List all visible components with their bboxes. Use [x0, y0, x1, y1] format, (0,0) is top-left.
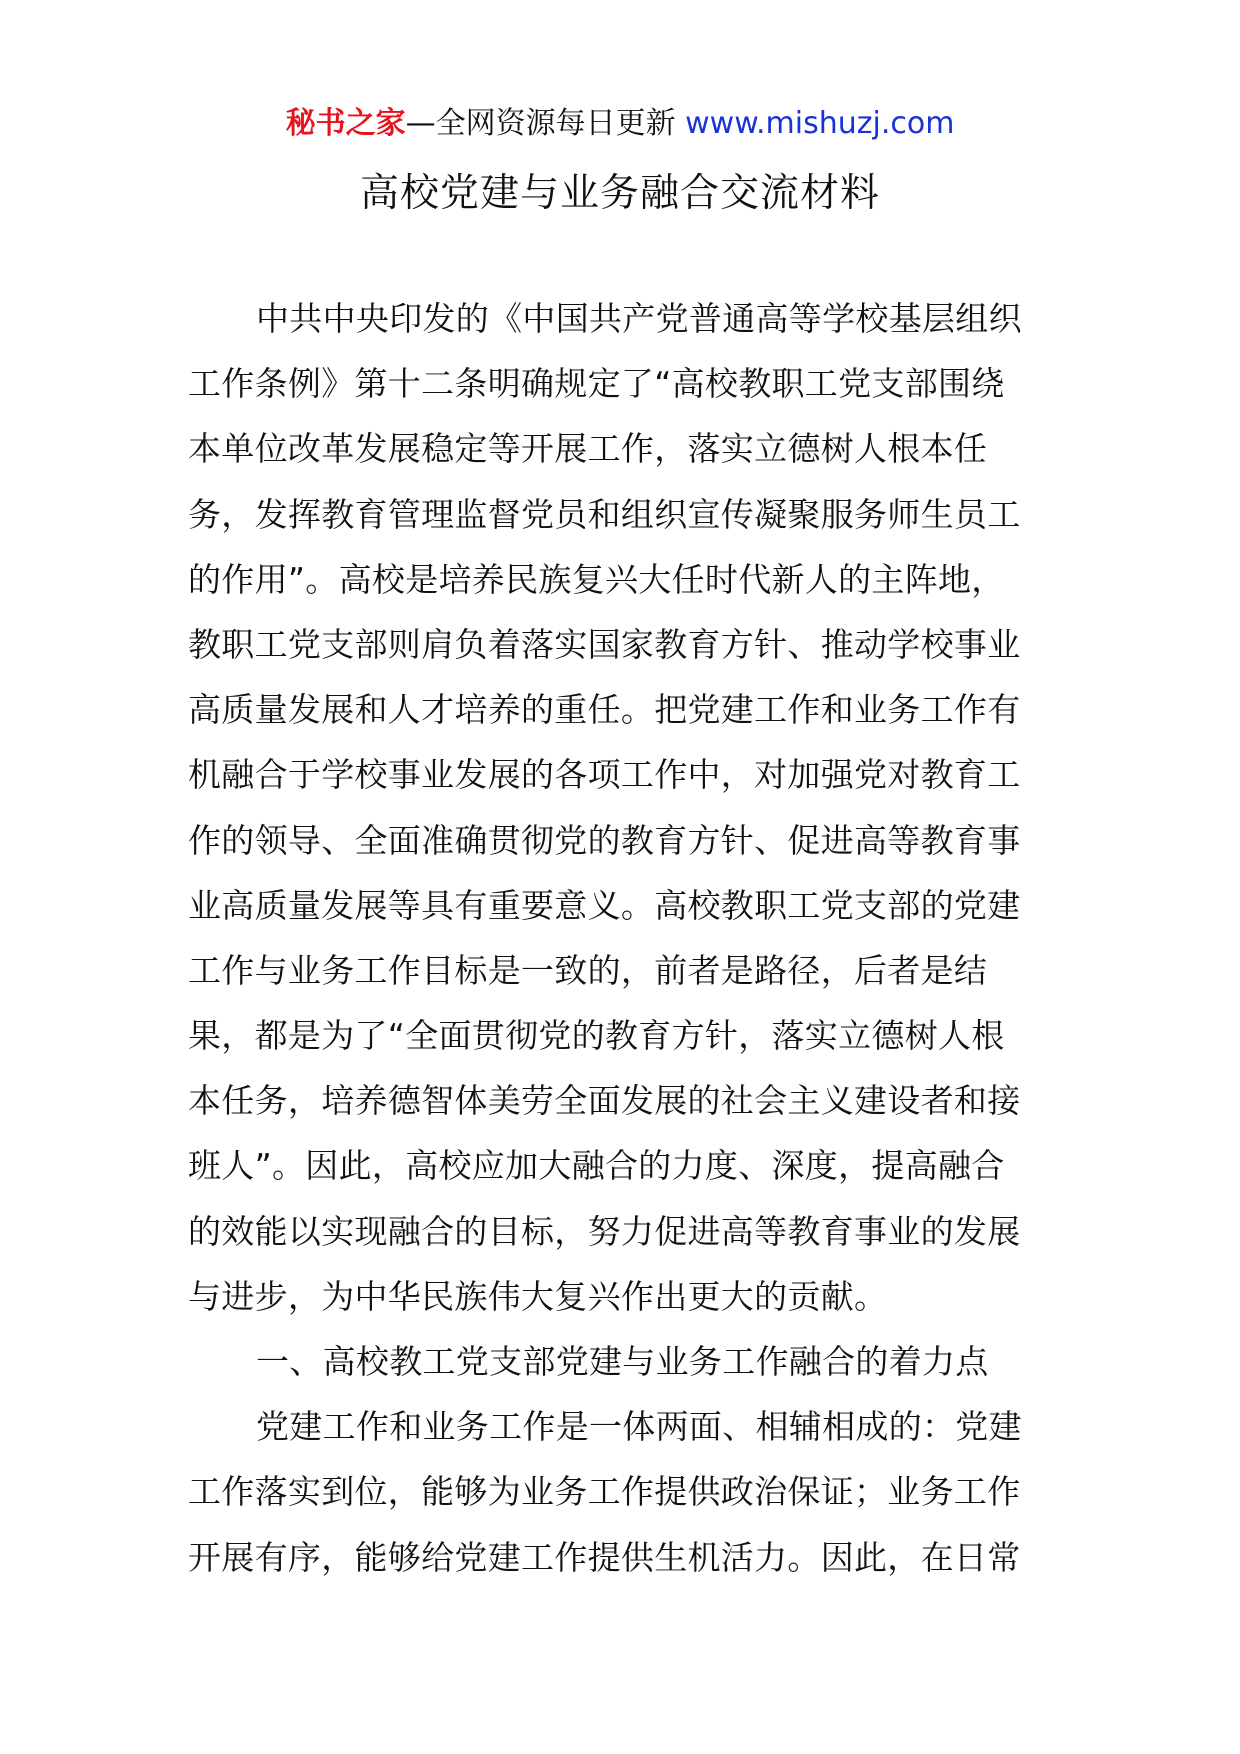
paragraph-line: 教职工党支部则肩负着落实国家教育方针、推动学校事业: [188, 624, 1021, 664]
document-title: 高校党建与业务融合交流材料: [359, 171, 880, 216]
paragraph-line: 机融合于学校事业发展的各项工作中，对加强党对教育工: [188, 755, 1021, 795]
section-heading: 一、高校教工党支部党建与业务工作融合的着力点: [256, 1342, 989, 1381]
document-body: [188, 286, 1068, 1590]
brand-name: 秘书之家: [285, 106, 406, 141]
banner-tagline: —全网资源每日更新: [405, 106, 676, 141]
paragraph-line: 作的领导、全面准确贯彻党的教育方针、促进高等教育事: [188, 820, 1021, 860]
paragraph-line: 本单位改革发展稳定等开展工作，落实立德树人根本任: [188, 429, 988, 469]
paragraph-line: 的作用”。高校是培养民族复兴大任时代新人的主阵地，: [188, 559, 1005, 599]
site-url-link[interactable]: www.mishuzj.com: [685, 106, 955, 141]
paragraph-line: 务，发挥教育管理监督党员和组织宣传凝聚服务师生员工: [188, 494, 1021, 534]
paragraph-line: 高质量发展和人才培养的重任。把党建工作和业务工作有: [188, 690, 1021, 730]
paragraph-line: 班人”。因此，高校应加大融合的力度、深度，提高融合: [188, 1146, 1005, 1186]
paragraph-line: 中共中央印发的《中国共产党普通高等学校基层组织: [256, 299, 1022, 338]
paragraph-line: 工作落实到位，能够为业务工作提供政治保证；业务工作: [188, 1472, 1021, 1512]
paragraph-line: 工作条例》第十二条明确规定了“高校教职工党支部围绕: [188, 364, 1005, 404]
paragraph-line: 的效能以实现融合的目标，努力促进高等教育事业的发展: [188, 1211, 1021, 1251]
paragraph-line: 工作与业务工作目标是一致的，前者是路径，后者是结: [188, 950, 988, 990]
site-banner: [0, 102, 1240, 146]
paragraph-line: 与进步，为中华民族伟大复兴作出更大的贡献。: [188, 1276, 888, 1316]
paragraph-line: 果，都是为了“全面贯彻党的教育方针，落实立德树人根: [188, 1016, 1005, 1056]
paragraph-line: 业高质量发展等具有重要意义。高校教职工党支部的党建: [188, 885, 1021, 925]
paragraph-line: 本任务，培养德智体美劳全面发展的社会主义建设者和接: [188, 1081, 1021, 1121]
paragraph-line: 开展有序，能够给党建工作提供生机活力。因此，在日常: [188, 1537, 1021, 1577]
paragraph-line: 党建工作和业务工作是一体两面、相辅相成的：党建: [256, 1407, 1022, 1447]
